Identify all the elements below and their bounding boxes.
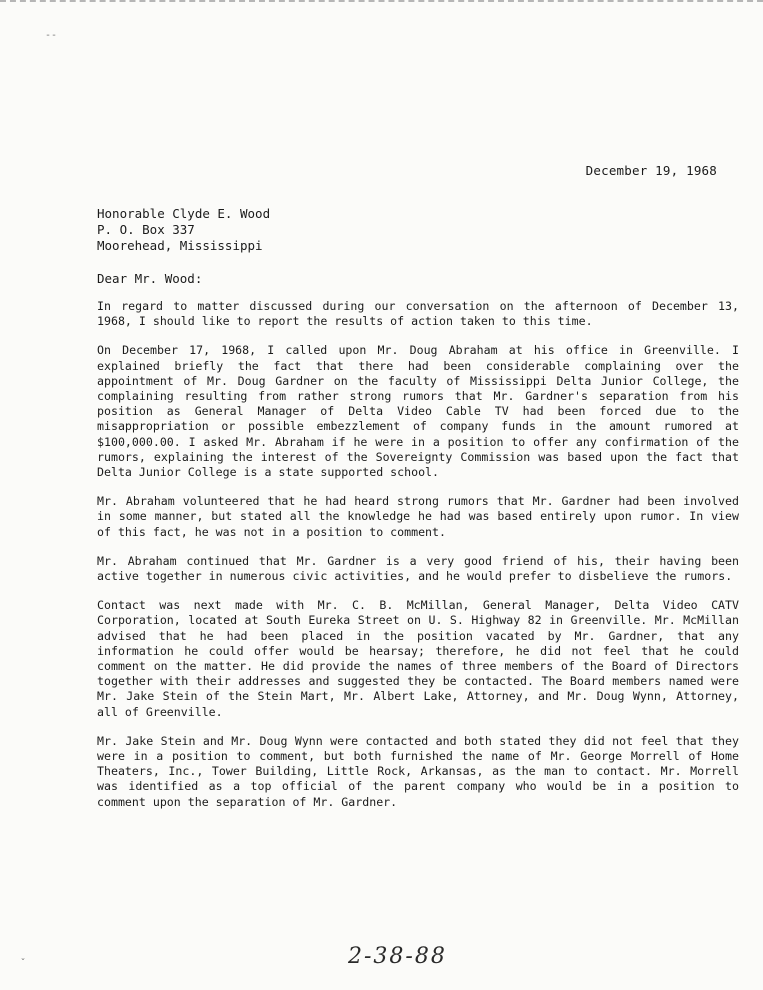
- paragraph: Contact was next made with Mr. C. B. McMillan, General Manager, Delta Video CATV Corporation, located at South Eureka Street on U. S. Highway 82 in Greenville. Mr. McMillan advised that he had been placed in the position vacated by Mr. Gardner, that any information he could offer would be hearsay; therefore, he did not feel that he could comment on the matter. He did provide the names of three members of the Board of Directors together with their addresses and suggested they be contacted. The Board members named were Mr. Jake Stein of the Stein Mart, Mr. Albert Lake, Attorney, and Mr. Doug Wynn, Attorney, all of Greenville.: [97, 598, 739, 719]
- scan-speck: --: [45, 30, 58, 41]
- handwritten-file-number: 2-38-88: [348, 944, 447, 969]
- page-top-edge: [0, 0, 763, 8]
- recipient-address-line-2: Moorehead, Mississippi: [97, 238, 263, 253]
- paragraph: In regard to matter discussed during our conversation on the afternoon of December 13, 1968, I should like to report the results of action taken to this time.: [97, 299, 739, 329]
- paragraph: On December 17, 1968, I called upon Mr. Doug Abraham at his office in Greenville. I explained briefly the fact that there had been considerable complaining over the appointment of Mr. Doug Gardner on the faculty of Mississippi Delta Junior College, the complaining resulting from rather strong rumors that Mr. Gardner's separation from his position as General Manager of Delta Video Cable TV had been forced due to the misappropriation or possible embezzlement of company funds in the amount rumored at $100,000.00. I asked Mr. Abraham if he were in a position to offer any confirmation of the rumors, explaining the interest of the Sovereignty Commission was based upon the fact that Delta Junior College is a state supported school.: [97, 343, 739, 480]
- paragraph: Mr. Abraham volunteered that he had heard strong rumors that Mr. Gardner had been involved in some manner, but stated all the knowledge he had was based entirely upon rumor. In view of this fact, he was not in a position to comment.: [97, 494, 739, 539]
- recipient-name: Honorable Clyde E. Wood: [97, 206, 271, 221]
- letter-date: December 19, 1968: [585, 163, 717, 178]
- paragraph: Mr. Abraham continued that Mr. Gardner is a very good friend of his, their having been active together in numerous civic activities, and he would prefer to disbelieve the rumors.: [97, 553, 739, 584]
- recipient-address-line-1: P. O. Box 337: [97, 222, 195, 237]
- paragraph: Mr. Jake Stein and Mr. Doug Wynn were contacted and both stated they did not feel that they were in a position to comment, but both furnished the name of Mr. George Morrell of Home Theaters, Inc., Tower Building, Little Rock, Arkansas, as the man to contact. Mr. Morrell was identified as a top official of the parent company who would be in a position to comment upon the separation of Mr. Gardner.: [97, 733, 739, 809]
- scan-speck: ˇ: [20, 958, 27, 969]
- salutation: Dear Mr. Wood:: [97, 271, 203, 286]
- recipient-address: [97, 206, 270, 254]
- letter-body: [97, 299, 739, 824]
